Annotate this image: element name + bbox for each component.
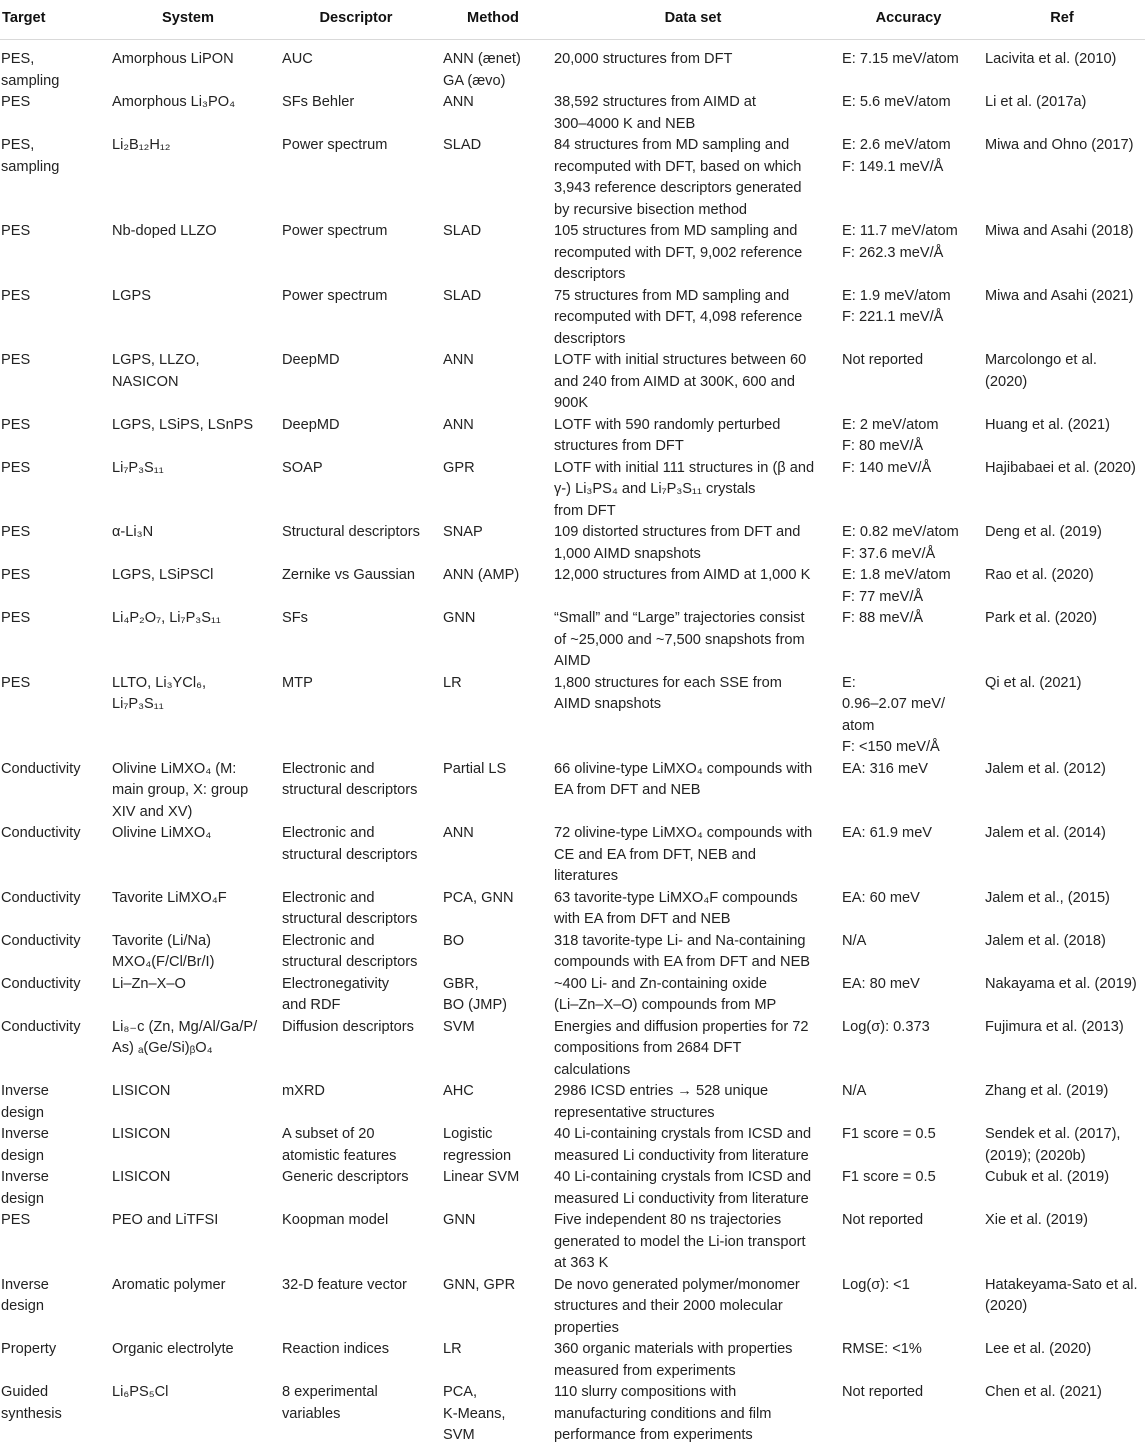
- cell-system: LISICON: [112, 1083, 171, 1099]
- cell-dataset: 75 structures from MD sampling and recomputed with DFT, 4,098 reference descriptors: [554, 287, 803, 347]
- cell-accuracy: F: 88 meV/Å: [842, 610, 924, 626]
- cell-method: GNN, GPR: [443, 1276, 516, 1293]
- cell-descriptor: AUC: [282, 51, 313, 67]
- cell-accuracy: E: 1.9 meV/atom F: 221.1 meV/Å: [842, 287, 951, 325]
- table-row: [0, 931, 1145, 974]
- cell-system: Olivine LiMXO₄: [112, 825, 212, 841]
- cell-ref: Marcolongo et al. (2020): [985, 352, 1097, 390]
- cell-dataset: 360 organic materials with properties measured from experiments: [554, 1341, 793, 1379]
- cell-ref: Huang et al. (2021): [985, 416, 1110, 433]
- cell-target: Conductivity: [1, 932, 81, 949]
- cell-system: LGPS, LSiPSCl: [112, 567, 214, 583]
- cell-system: LISICON: [112, 1169, 171, 1185]
- cell-dataset: Five independent 80 ns trajectories generated to model the Li-ion transport at 363 K: [554, 1212, 806, 1271]
- cell-dataset: 12,000 structures from AIMD at 1,000 K: [554, 567, 811, 583]
- table-row: [0, 888, 1145, 931]
- cell-target: Inverse design: [1, 1169, 49, 1207]
- cell-ref: Deng et al. (2019): [985, 524, 1102, 540]
- cell-ref: Sendek et al. (2017), (2019); (2020b): [985, 1126, 1121, 1164]
- table-row: [0, 673, 1145, 759]
- cell-accuracy: RMSE: <1%: [842, 1341, 922, 1357]
- table-row: [0, 1210, 1145, 1275]
- cell-accuracy: Log(σ): 0.373: [842, 1018, 930, 1035]
- cell-method: PCA, GNN: [443, 889, 514, 906]
- header-accuracy: Accuracy: [838, 0, 979, 40]
- cell-dataset: 40 Li-containing crystals from ICSD and measured Li conductivity from literature: [554, 1169, 812, 1207]
- cell-dataset: 38,592 structures from AIMD at 300–4000 K and NEB: [554, 94, 756, 132]
- cell-dataset: De novo generated polymer/monomer structures and their 2000 molecular properties: [554, 1276, 800, 1336]
- table-row: [0, 1124, 1145, 1167]
- table-row: [0, 92, 1145, 135]
- cell-target: PES: [1, 416, 31, 433]
- table-row: [0, 415, 1145, 458]
- cell-method: ANN: [443, 94, 474, 110]
- cell-ref: Zhang et al. (2019): [985, 1083, 1109, 1099]
- cell-dataset: 109 distorted structures from DFT and 1,000 AIMD snapshots: [554, 524, 801, 562]
- cell-descriptor: SFs: [282, 610, 308, 626]
- cell-method: ANN: [443, 352, 474, 368]
- cell-dataset: 2986 ICSD entries → 528 unique representative structures: [554, 1083, 769, 1121]
- cell-dataset: 40 Li-containing crystals from ICSD and measured Li conductivity from literature: [554, 1126, 812, 1164]
- cell-target: PES, sampling: [1, 51, 60, 89]
- cell-descriptor: Electronic and structural descriptors: [282, 825, 418, 863]
- cell-ref: Lee et al. (2020): [985, 1341, 1092, 1357]
- cell-target: Conductivity: [1, 1018, 81, 1035]
- header-dataset: Data set: [548, 0, 838, 40]
- cell-ref: Hatakeyama-Sato et al. (2020): [985, 1276, 1138, 1314]
- cell-target: PES: [1, 567, 31, 583]
- cell-descriptor: 32-D feature vector: [282, 1276, 407, 1293]
- cell-dataset: 63 tavorite-type LiMXO₄F compounds with EA from DFT and NEB: [554, 889, 798, 927]
- cell-accuracy: F1 score = 0.5: [842, 1126, 936, 1142]
- table-row: [0, 1275, 1145, 1340]
- cell-accuracy: E: 11.7 meV/atom F: 262.3 meV/Å: [842, 223, 958, 261]
- cell-accuracy: Not reported: [842, 1384, 924, 1400]
- cell-target: Inverse design: [1, 1083, 49, 1121]
- cell-method: LR: [443, 1341, 462, 1357]
- cell-target: PES: [1, 459, 31, 476]
- cell-method: Linear SVM: [443, 1169, 520, 1185]
- cell-descriptor: Electronic and structural descriptors: [282, 760, 418, 798]
- cell-system: Li₆PS₅Cl: [112, 1384, 169, 1400]
- cell-ref: Fujimura et al. (2013): [985, 1018, 1124, 1035]
- header-ref: Ref: [979, 0, 1145, 40]
- table-body: [0, 40, 1145, 1447]
- cell-dataset: 1,800 structures for each SSE from AIMD snapshots: [554, 674, 782, 712]
- cell-descriptor: Zernike vs Gaussian: [282, 567, 416, 583]
- cell-descriptor: DeepMD: [282, 352, 340, 368]
- header-descriptor: Descriptor: [274, 0, 438, 40]
- cell-method: ANN: [443, 416, 474, 433]
- cell-method: PCA, K-Means, SVM: [443, 1384, 506, 1443]
- cell-descriptor: Electronegativity and RDF: [282, 975, 390, 1013]
- cell-ref: Chen et al. (2021): [985, 1384, 1102, 1400]
- cell-target: Guided synthesis: [1, 1384, 62, 1422]
- cell-descriptor: DeepMD: [282, 416, 340, 433]
- cell-method: GPR: [443, 459, 475, 476]
- cell-accuracy: EA: 61.9 meV: [842, 825, 933, 841]
- cell-target: Inverse design: [1, 1276, 49, 1314]
- table-row: [0, 1081, 1145, 1124]
- cell-method: Partial LS: [443, 760, 507, 777]
- cell-accuracy: E: 0.96–2.07 meV/ atom F: <150 meV/Å: [842, 674, 946, 755]
- cell-target: Conductivity: [1, 825, 81, 841]
- table-row: [0, 1339, 1145, 1382]
- cell-target: PES: [1, 287, 31, 304]
- table-row: [0, 608, 1145, 673]
- cell-descriptor: Electronic and structural descriptors: [282, 932, 418, 970]
- cell-target: PES: [1, 1212, 31, 1228]
- cell-target: PES: [1, 94, 31, 110]
- cell-dataset: “Small” and “Large” trajectories consist of ~25,000 and ~7,500 snapshots from AIMD: [554, 610, 805, 669]
- table-row: [0, 1382, 1145, 1447]
- cell-target: PES, sampling: [1, 137, 60, 175]
- table-row: [0, 565, 1145, 608]
- cell-dataset: 110 slurry compositions with manufacturing conditions and film performance from experiments: [554, 1384, 772, 1443]
- table-row: [0, 350, 1145, 415]
- cell-method: SLAD: [443, 223, 482, 239]
- cell-descriptor: A subset of 20 atomistic features: [282, 1126, 397, 1164]
- cell-system: Amorphous Li₃PO₄: [112, 94, 236, 110]
- cell-accuracy: N/A: [842, 1083, 867, 1099]
- table-row: [0, 974, 1145, 1017]
- table-row: [0, 135, 1145, 221]
- cell-dataset: 66 olivine-type LiMXO₄ compounds with EA from DFT and NEB: [554, 760, 813, 798]
- cell-system: Nb-doped LLZO: [112, 223, 217, 239]
- cell-target: PES: [1, 223, 31, 239]
- cell-ref: Li et al. (2017a): [985, 94, 1087, 110]
- cell-target: Inverse design: [1, 1126, 49, 1164]
- cell-accuracy: EA: 60 meV: [842, 889, 920, 906]
- cell-descriptor: SOAP: [282, 459, 323, 476]
- cell-accuracy: F1 score = 0.5: [842, 1169, 936, 1185]
- cell-method: SLAD: [443, 137, 482, 153]
- cell-ref: Jalem et al., (2015): [985, 889, 1110, 906]
- header-method: Method: [438, 0, 548, 40]
- cell-ref: Cubuk et al. (2019): [985, 1169, 1110, 1185]
- cell-target: Conductivity: [1, 889, 81, 906]
- cell-accuracy: F: 140 meV/Å: [842, 459, 932, 476]
- cell-target: PES: [1, 352, 31, 368]
- cell-ref: Jalem et al. (2012): [985, 760, 1106, 777]
- cell-system: LGPS, LSiPS, LSnPS: [112, 416, 254, 433]
- cell-target: Conductivity: [1, 975, 81, 992]
- cell-target: PES: [1, 610, 31, 626]
- cell-descriptor: Structural descriptors: [282, 524, 420, 540]
- table-row: [0, 40, 1145, 93]
- cell-system: Olivine LiMXO₄ (M: main group, X: group XIV and XV): [112, 760, 249, 820]
- table-row: [0, 759, 1145, 824]
- cell-descriptor: Power spectrum: [282, 137, 388, 153]
- cell-descriptor: MTP: [282, 674, 313, 691]
- table-row: [0, 1167, 1145, 1210]
- cell-dataset: 20,000 structures from DFT: [554, 51, 733, 67]
- cell-accuracy: EA: 316 meV: [842, 760, 928, 777]
- cell-accuracy: N/A: [842, 932, 867, 949]
- table-row: [0, 823, 1145, 888]
- cell-accuracy: E: 7.15 meV/atom: [842, 51, 959, 67]
- table-row: [0, 1017, 1145, 1082]
- cell-accuracy: EA: 80 meV: [842, 975, 920, 992]
- cell-target: Conductivity: [1, 760, 81, 777]
- cell-method: ANN: [443, 825, 474, 841]
- cell-dataset: 72 olivine-type LiMXO₄ compounds with CE and EA from DFT, NEB and literatures: [554, 825, 813, 884]
- cell-system: α-Li₃N: [112, 524, 154, 540]
- cell-method: GNN: [443, 610, 476, 626]
- header-row: [0, 0, 1145, 40]
- cell-ref: Miwa and Ohno (2017): [985, 137, 1134, 153]
- cell-descriptor: 8 experimental variables: [282, 1384, 378, 1422]
- cell-method: GNN: [443, 1212, 476, 1228]
- cell-system: Li₂B₁₂H₁₂: [112, 137, 171, 153]
- cell-ref: Rao et al. (2020): [985, 567, 1094, 583]
- cell-descriptor: SFs Behler: [282, 94, 355, 110]
- cell-descriptor: Koopman model: [282, 1212, 389, 1228]
- cell-descriptor: Generic descriptors: [282, 1169, 409, 1185]
- cell-ref: Nakayama et al. (2019): [985, 975, 1137, 992]
- cell-descriptor: Power spectrum: [282, 287, 388, 304]
- cell-ref: Qi et al. (2021): [985, 674, 1082, 691]
- cell-target: PES: [1, 524, 31, 540]
- cell-system: PEO and LiTFSI: [112, 1212, 219, 1228]
- cell-ref: Hajibabaei et al. (2020): [985, 459, 1136, 476]
- cell-ref: Miwa and Asahi (2018): [985, 223, 1134, 239]
- cell-ref: Jalem et al. (2014): [985, 825, 1106, 841]
- cell-accuracy: E: 5.6 meV/atom: [842, 94, 951, 110]
- cell-dataset: LOTF with initial structures between 60 and 240 from AIMD at 300K, 600 and 900K: [554, 352, 807, 411]
- cell-accuracy: E: 1.8 meV/atom F: 77 meV/Å: [842, 567, 951, 605]
- cell-system: Tavorite LiMXO₄F: [112, 889, 227, 906]
- table-row: [0, 522, 1145, 565]
- cell-accuracy: Not reported: [842, 1212, 924, 1228]
- cell-method: SLAD: [443, 287, 482, 304]
- cell-system: Li₇P₃S₁₁: [112, 459, 164, 476]
- cell-method: ANN (AMP): [443, 567, 520, 583]
- cell-dataset: ~400 Li- and Zn-containing oxide (Li–Zn–X–O) compounds from MP: [554, 975, 777, 1013]
- cell-ref: Park et al. (2020): [985, 610, 1097, 626]
- cell-descriptor: mXRD: [282, 1083, 325, 1099]
- cell-method: SNAP: [443, 524, 483, 540]
- cell-system: Li₄P₂O₇, Li₇P₃S₁₁: [112, 610, 221, 626]
- cell-method: LR: [443, 674, 462, 691]
- cell-dataset: 84 structures from MD sampling and recomputed with DFT, based on which 3,943 reference descriptors generated by recursive bisection method: [554, 137, 802, 218]
- cell-system: LGPS: [112, 287, 151, 304]
- cell-system: LLTO, Li₃YCl₆, Li₇P₃S₁₁: [112, 674, 207, 712]
- cell-system: LGPS, LLZO, NASICON: [112, 352, 200, 390]
- header-system: System: [102, 0, 274, 40]
- cell-ref: Lacivita et al. (2010): [985, 51, 1117, 67]
- table-row: [0, 286, 1145, 351]
- cell-system: Aromatic polymer: [112, 1276, 226, 1293]
- cell-dataset: Energies and diffusion properties for 72 compositions from 2684 DFT calculations: [554, 1018, 809, 1078]
- cell-method: ANN (ænet) GA (ævo): [443, 51, 521, 89]
- header-target: Target: [0, 0, 102, 40]
- cell-method: Logistic regression: [443, 1126, 512, 1164]
- cell-system: Li₈₋c (Zn, Mg/Al/Ga/P/ As) ₐ(Ge/Si)ᵦO₄: [112, 1018, 258, 1056]
- table-row: [0, 458, 1145, 523]
- cell-dataset: 318 tavorite-type Li- and Na-containing compounds with EA from DFT and NEB: [554, 932, 811, 970]
- cell-dataset: LOTF with initial 111 structures in (β and γ-) Li₃PS₄ and Li₇P₃S₁₁ crystals from DFT: [554, 459, 815, 519]
- cell-system: Tavorite (Li/Na) MXO₄(F/Cl/Br/I): [112, 932, 215, 970]
- cell-system: Organic electrolyte: [112, 1341, 234, 1357]
- cell-descriptor: Diffusion descriptors: [282, 1018, 414, 1035]
- cell-accuracy: E: 2 meV/atom F: 80 meV/Å: [842, 416, 939, 454]
- cell-accuracy: E: 0.82 meV/atom F: 37.6 meV/Å: [842, 524, 959, 562]
- cell-system: Amorphous LiPON: [112, 51, 234, 67]
- cell-descriptor: Power spectrum: [282, 223, 388, 239]
- cell-method: AHC: [443, 1083, 474, 1099]
- cell-target: Property: [1, 1341, 57, 1357]
- cell-method: BO: [443, 932, 465, 949]
- cell-ref: Miwa and Asahi (2021): [985, 287, 1134, 304]
- cell-accuracy: E: 2.6 meV/atom F: 149.1 meV/Å: [842, 137, 951, 175]
- cell-method: GBR, BO (JMP): [443, 975, 508, 1013]
- cell-system: Li–Zn–X–O: [112, 975, 186, 992]
- cell-system: LISICON: [112, 1126, 171, 1142]
- cell-dataset: 105 structures from MD sampling and recomputed with DFT, 9,002 reference descriptors: [554, 223, 803, 282]
- cell-descriptor: Electronic and structural descriptors: [282, 889, 418, 927]
- cell-ref: Xie et al. (2019): [985, 1212, 1089, 1228]
- cell-method: SVM: [443, 1018, 475, 1035]
- cell-accuracy: Not reported: [842, 352, 924, 368]
- cell-descriptor: Reaction indices: [282, 1341, 390, 1357]
- cell-target: PES: [1, 674, 31, 691]
- cell-dataset: LOTF with 590 randomly perturbed structures from DFT: [554, 416, 781, 454]
- cell-accuracy: Log(σ): <1: [842, 1276, 910, 1293]
- table-row: [0, 221, 1145, 286]
- cell-ref: Jalem et al. (2018): [985, 932, 1106, 949]
